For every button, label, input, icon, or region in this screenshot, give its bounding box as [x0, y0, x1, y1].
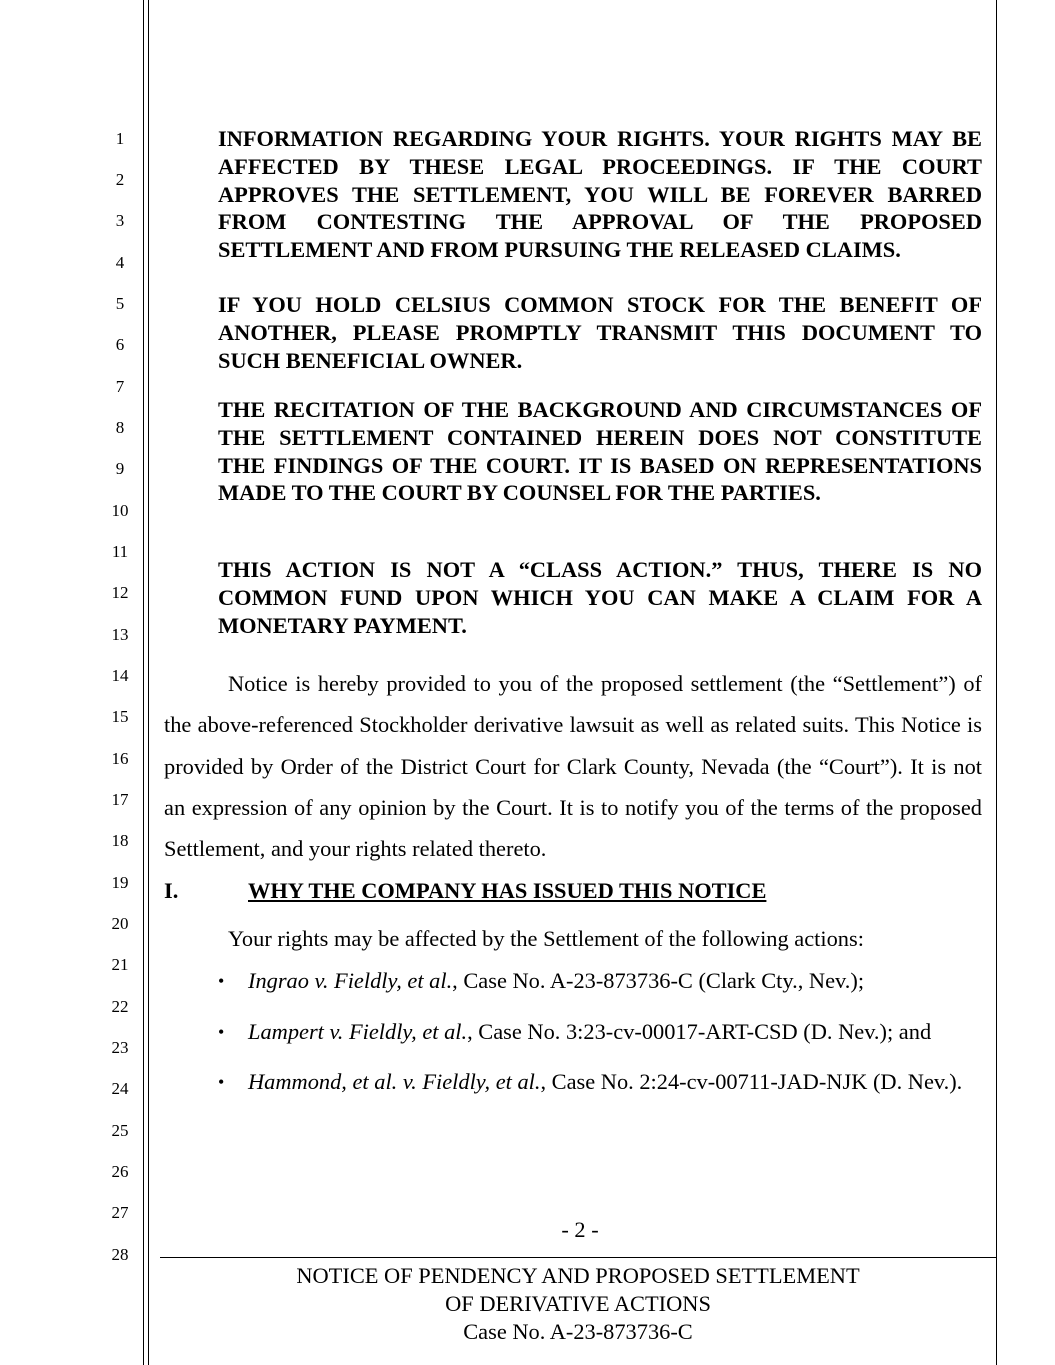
rights-warning-paragraph: INFORMATION REGARDING YOUR RIGHTS. YOUR RIGHTS MAY BE AFFECTED BY THESE LEGAL PROCEEDINGS. IF THE COURT APPROVES THE SETTLEMENT, YOU WILL BE FOREVER BARRED FROM CONTESTING THE APPROVAL OF THE PROPOSED SETTLEMENT AND FROM PURSUING THE RELEASED CLAIMS. — [218, 126, 982, 263]
line-number: 13 — [111, 625, 129, 644]
line-number: 4 — [115, 253, 125, 272]
line-number: 1 — [115, 129, 125, 148]
bullet-icon: • — [218, 1072, 225, 1092]
line-number: 15 — [111, 707, 129, 726]
line-number: 25 — [111, 1121, 129, 1140]
right-margin-rule — [996, 0, 997, 1365]
line-number: 26 — [111, 1162, 129, 1181]
notice-paragraph: Notice is hereby provided to you of the proposed settlement (the “Settlement”) of the above-referenced Stockholder derivative lawsuit as well as related suits. This Notice is provided by Order of the District Court for Clark County, Nevada (the “Court”). It is not an expression of any opinion by the Court. It is to notify you of the terms of the proposed Settlement, and your rights related thereto. — [164, 671, 982, 862]
bullet-icon: • — [218, 1022, 225, 1042]
footer-case-number: Case No. A-23-873736-C — [463, 1319, 693, 1344]
case-name: Lampert v. Fieldly, et al. — [248, 1019, 468, 1044]
line-number: 9 — [115, 459, 125, 478]
line-number: 23 — [111, 1038, 129, 1057]
line-number: 10 — [111, 501, 129, 520]
section-number: I. — [164, 878, 179, 903]
line-number: 20 — [111, 914, 129, 933]
left-margin-rule-inner — [148, 0, 149, 1365]
line-number: 27 — [111, 1203, 129, 1222]
line-number: 17 — [111, 790, 129, 809]
line-number: 11 — [111, 542, 129, 561]
list-item — [248, 960, 982, 1001]
footer — [160, 1262, 996, 1346]
line-number: 14 — [111, 666, 129, 685]
line-number: 2 — [115, 170, 125, 189]
line-number: 19 — [111, 873, 129, 892]
line-number: 18 — [111, 831, 129, 850]
case-name: Hammond, et al. v. Fieldly, et al. — [248, 1069, 541, 1094]
actions-intro: Your rights may be affected by the Settlement of the following actions: — [228, 926, 864, 951]
recitation-disclaimer-paragraph: THE RECITATION OF THE BACKGROUND AND CIRCUMSTANCES OF THE SETTLEMENT CONTAINED HEREIN DOES NOT CONSTITUTE THE FINDINGS OF THE COURT. IT IS BASED ON REPRESENTATIONS MADE TO THE COURT BY COUNSEL FOR THE PARTIES. — [218, 397, 982, 506]
line-number: 22 — [111, 997, 129, 1016]
case-citation: , Case No. A-23-873736-C (Clark Cty., Nev.); — [452, 968, 865, 993]
case-citation: , Case No. 2:24-cv-00711-JAD-NJK (D. Nev.). — [540, 1069, 963, 1094]
line-number: 16 — [111, 749, 129, 768]
not-class-action-paragraph: THIS ACTION IS NOT A “CLASS ACTION.” THUS, THERE IS NO COMMON FUND UPON WHICH YOU CAN MAKE A CLAIM FOR A MONETARY PAYMENT. — [218, 557, 982, 638]
beneficial-owner-paragraph: IF YOU HOLD CELSIUS COMMON STOCK FOR THE BENEFIT OF ANOTHER, PLEASE PROMPTLY TRANSMIT THIS DOCUMENT TO SUCH BENEFICIAL OWNER. — [218, 292, 982, 373]
line-number: 24 — [111, 1079, 129, 1098]
footer-title-line-2: OF DERIVATIVE ACTIONS — [445, 1291, 711, 1316]
line-number: 12 — [111, 583, 129, 602]
line-number: 21 — [111, 955, 129, 974]
line-number: 7 — [115, 377, 125, 396]
list-item — [248, 1061, 982, 1102]
section-title: WHY THE COMPANY HAS ISSUED THIS NOTICE — [248, 878, 767, 903]
left-margin-rule-outer — [143, 0, 144, 1365]
list-item — [248, 1011, 982, 1052]
line-number: 8 — [115, 418, 125, 437]
line-number: 3 — [115, 211, 125, 230]
line-number: 5 — [115, 294, 125, 313]
line-number: 6 — [115, 335, 125, 354]
footer-title-line-1: NOTICE OF PENDENCY AND PROPOSED SETTLEMENT — [296, 1263, 860, 1288]
line-number: 28 — [111, 1245, 129, 1264]
footer-divider — [160, 1257, 996, 1258]
bullet-icon: • — [218, 971, 225, 991]
page-number: - 2 - — [561, 1217, 599, 1242]
case-name: Ingrao v. Fieldly, et al. — [248, 968, 453, 993]
case-citation: , Case No. 3:23-cv-00017-ART-CSD (D. Nev.); and — [467, 1019, 932, 1044]
